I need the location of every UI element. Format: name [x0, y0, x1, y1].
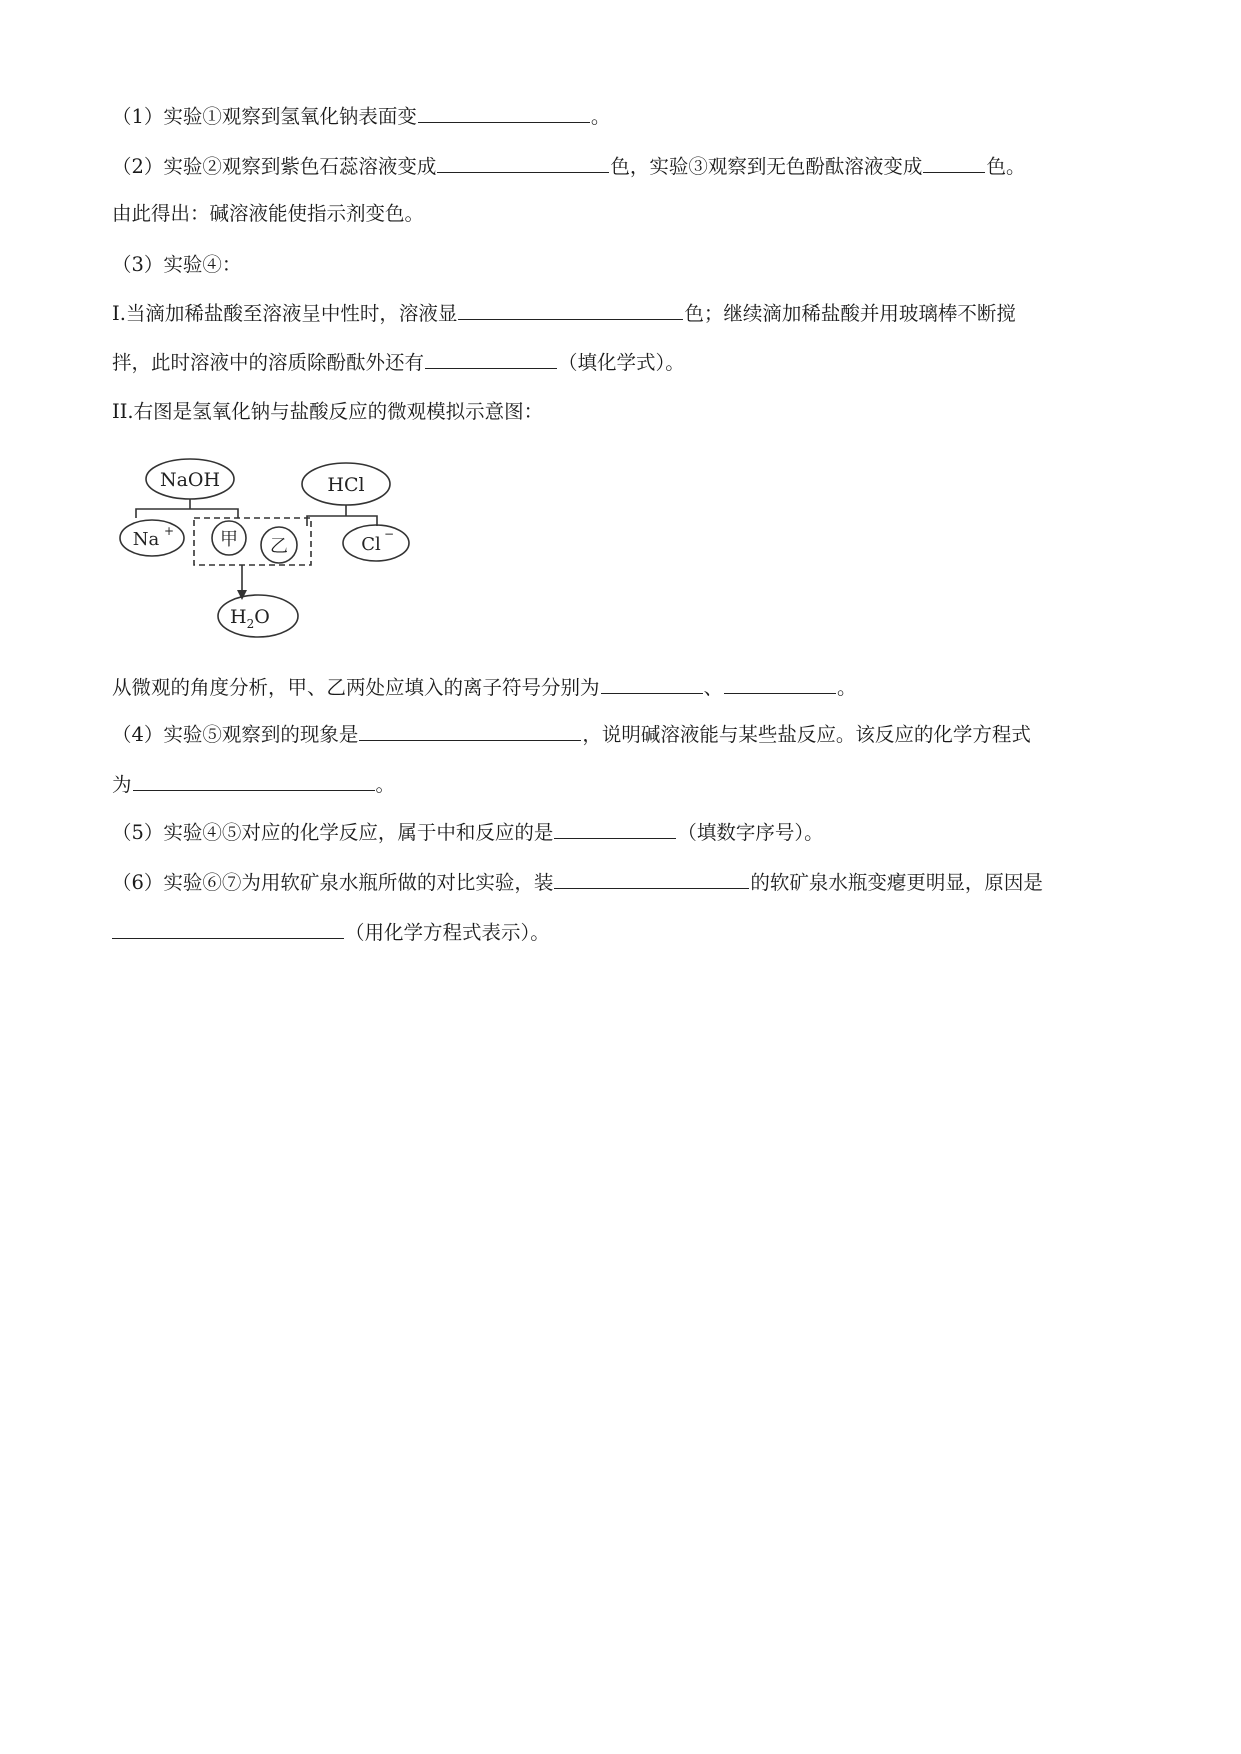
q3-analysis-text: 从微观的角度分析，甲、乙两处应填入的离子符号分别为 [112, 676, 600, 699]
question-1-line [112, 102, 610, 132]
q3-analysis-sep: 、 [703, 676, 724, 699]
q4-text-1: （4）实验⑤观察到的现象是 [112, 723, 359, 746]
q2-conclusion-text: 由此得出：碱溶液能使指示剂变色。 [112, 202, 425, 225]
q2-text-3: 色。 [986, 155, 1026, 178]
q2-answer-blank-1[interactable] [437, 152, 609, 173]
q4-text-2: ，说明碱溶液能与某些盐反应。该反应的化学方程式 [582, 723, 1031, 746]
q1-text: （1）实验①观察到氢氧化钠表面变 [112, 105, 417, 128]
q6-text-2: 的软矿泉水瓶变瘪更明显，原因是 [750, 871, 1043, 894]
question-4-line-2 [112, 770, 395, 800]
arrow-head [237, 590, 247, 600]
question-2-conclusion [112, 199, 424, 229]
q5-text-2: （填数字序号）。 [677, 821, 824, 844]
q6-text-1: （6）实验⑥⑦为用软矿泉水瓶所做的对比实验，装 [112, 871, 554, 894]
q3-i-answer-blank-1[interactable] [458, 299, 683, 320]
q3-i-answer-blank-2[interactable] [425, 348, 557, 369]
question-4-line-1 [112, 720, 1031, 750]
q6-answer-blank-1[interactable] [554, 868, 749, 889]
h2o-label: $H_2O$ [230, 606, 270, 631]
question-6-line-2 [112, 918, 550, 948]
reaction-diagram [112, 446, 422, 656]
question-3-part-i-line-1 [112, 299, 1016, 329]
q3-label-text: （3）实验④： [112, 253, 242, 276]
question-3-part-i-line-2 [112, 348, 685, 378]
q3-i-text-2: 色；继续滴加稀盐酸并用玻璃棒不断搅 [684, 302, 1016, 325]
q3-analysis-end: 。 [837, 676, 857, 699]
q3-jia-answer-blank[interactable] [601, 673, 703, 694]
q4-text-3: 为 [112, 773, 132, 796]
yi-label: 乙 [270, 536, 288, 557]
question-3-part-ii [112, 397, 543, 427]
q4-answer-blank-2[interactable] [133, 770, 375, 791]
q3-i-text-3: 拌，此时溶液中的溶质除酚酞外还有 [112, 351, 425, 374]
question-3-label [112, 250, 241, 280]
cl-ion-label: Cl [361, 534, 381, 555]
question-6-line-1 [112, 868, 1043, 898]
naoh-label: NaOH [159, 469, 221, 491]
na-ion-label: Na [132, 529, 160, 550]
q3-i-text-4: （填化学式）。 [558, 351, 685, 374]
naoh-bracket [136, 499, 238, 518]
q2-text-1: （2）实验②观察到紫色石蕊溶液变成 [112, 155, 437, 178]
question-3-analysis [112, 673, 857, 703]
q3-yi-answer-blank[interactable] [724, 673, 836, 694]
q6-text-3: （用化学方程式表示）。 [345, 921, 550, 944]
hcl-bracket [307, 505, 377, 526]
na-ion-charge: + [164, 524, 175, 538]
q4-answer-blank-1[interactable] [359, 720, 581, 741]
q5-answer-blank[interactable] [554, 818, 676, 839]
q1-end: 。 [590, 105, 611, 128]
question-5-line [112, 818, 824, 848]
q3-i-text-1: I.当滴加稀盐酸至溶液呈中性时，溶液显 [112, 302, 458, 325]
q1-answer-blank[interactable] [418, 102, 590, 123]
cl-ion-charge: − [384, 527, 395, 541]
q6-answer-blank-2[interactable] [112, 918, 344, 939]
q4-text-4: 。 [375, 773, 396, 796]
q2-text-2: 色，实验③观察到无色酚酞溶液变成 [610, 155, 923, 178]
jia-label: 甲 [220, 529, 238, 550]
q2-answer-blank-2[interactable] [923, 152, 985, 173]
question-2-line [112, 152, 1025, 182]
q5-text-1: （5）实验④⑤对应的化学反应，属于中和反应的是 [112, 821, 554, 844]
q3-ii-text: II.右图是氢氧化钠与盐酸反应的微观模拟示意图： [112, 400, 544, 423]
hcl-label: HCl [327, 474, 365, 496]
